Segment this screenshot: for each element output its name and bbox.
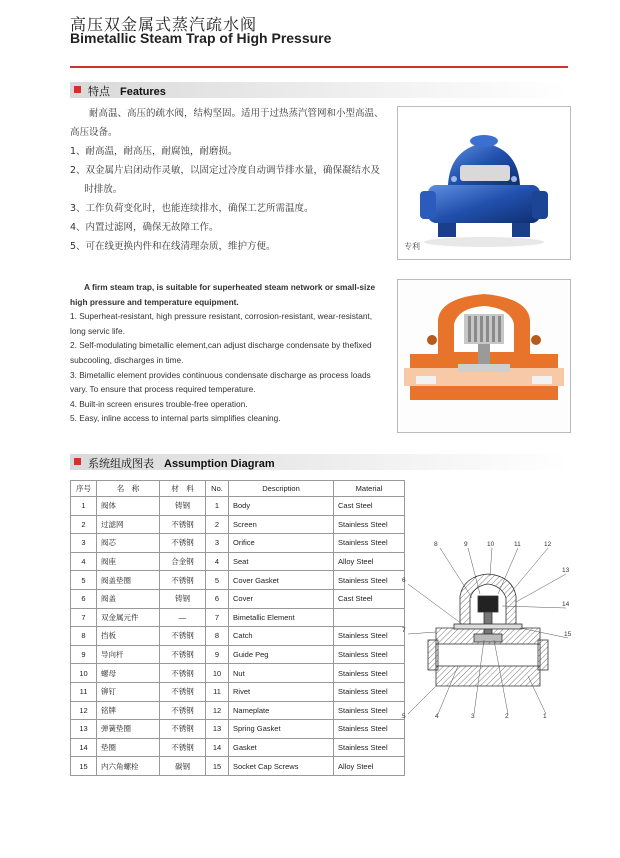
callout-6: 6: [402, 577, 406, 584]
row-name-cn-cell: 阀盖: [97, 589, 160, 608]
assembly-section-header: [70, 454, 568, 470]
callout-10: 10: [487, 541, 495, 548]
table-row: [71, 608, 405, 627]
row-no-en-cell: 2: [206, 515, 229, 534]
row-description-cell: Socket Cap Screws: [229, 757, 334, 776]
row-no-en-cell: 5: [206, 571, 229, 590]
table-row: [71, 645, 405, 664]
row-material-cn-cell: 不锈钢: [160, 738, 206, 757]
row-material-cn-cell: 不锈钢: [160, 720, 206, 739]
row-material-cell: Stainless Steel: [334, 515, 405, 534]
page-title-en: Bimetallic Steam Trap of High Pressure: [70, 30, 332, 46]
row-no-cell: 2: [71, 515, 97, 534]
parts-table: [70, 480, 405, 776]
table-row: [71, 589, 405, 608]
row-name-cn-cell: 阀体: [97, 497, 160, 516]
row-description-cell: Cover Gasket: [229, 571, 334, 590]
row-material-cn-cell: 不锈钢: [160, 627, 206, 646]
valve-cutaway-photo: [397, 279, 571, 433]
row-no-cell: 1: [71, 497, 97, 516]
row-no-en-cell: 3: [206, 534, 229, 553]
row-material-cn-cell: 铸钢: [160, 497, 206, 516]
row-material-cn-cell: 不锈钢: [160, 515, 206, 534]
callout-8: 8: [434, 541, 438, 548]
row-description-cell: Cover: [229, 589, 334, 608]
row-no-cell: 3: [71, 534, 97, 553]
feature-item-en: 1. Superheat-resistant, high pressure resistant, corrosion-resistant, wear-resistant, long servic life.: [70, 311, 373, 336]
valve-product-photo: [397, 106, 571, 260]
row-material-cn-cell: 铸钢: [160, 589, 206, 608]
row-no-en-cell: 10: [206, 664, 229, 683]
features-intro-en: A firm steam trap, is suitable for superheated steam network or small-size high pressure and temperature equipment.: [70, 282, 376, 307]
features-label-en: Features: [120, 86, 166, 98]
row-material-cell: Stainless Steel: [334, 645, 405, 664]
row-no-en-cell: 15: [206, 757, 229, 776]
sectional-drawing: [398, 536, 578, 726]
row-no-cell: 13: [71, 720, 97, 739]
row-no-en-cell: 8: [206, 627, 229, 646]
feature-item-cn: 5、可在线更换内件和在线清理杂质，维护方便。: [70, 241, 276, 252]
row-no-cell: 12: [71, 701, 97, 720]
row-material-cell: Stainless Steel: [334, 571, 405, 590]
row-name-cn-cell: 内六角螺栓: [97, 757, 160, 776]
feature-item-en: 3. Bimetallic element provides continuous condensate discharge as process loads vary. To ensure that process required temperature.: [70, 369, 371, 395]
row-material-cell: Stainless Steel: [334, 738, 405, 757]
callout-14: 14: [562, 601, 570, 608]
table-row: [71, 571, 405, 590]
page-title-cn: 高压双金属式蒸汽疏水阀: [70, 15, 258, 34]
blue-valve-image: [398, 107, 570, 259]
row-no-en-cell: 1: [206, 497, 229, 516]
row-description-cell: Guide Peg: [229, 645, 334, 664]
row-material-cell: Cast Steel: [334, 589, 405, 608]
table-row: [71, 627, 405, 646]
row-no-cell: 6: [71, 589, 97, 608]
features-intro-cn: 耐高温、高压的疏水阀，结构坚固。适用于过热蒸汽管网和小型高温、高压设备。: [70, 108, 384, 138]
row-material-cn-cell: 不锈钢: [160, 534, 206, 553]
row-name-cn-cell: 螺母: [97, 664, 160, 683]
features-label-cn: 特点: [88, 86, 110, 98]
row-material-cell: Cast Steel: [334, 497, 405, 516]
assembly-label-cn: 系统组成图表: [88, 458, 154, 470]
callout-5: 5: [402, 713, 406, 720]
row-description-cell: Bimetallic Element: [229, 608, 334, 627]
callout-2: 2: [505, 713, 509, 720]
row-name-cn-cell: 铆钉: [97, 682, 160, 701]
row-no-en-cell: 4: [206, 552, 229, 571]
row-name-cn-cell: 阀盖垫圈: [97, 571, 160, 590]
row-no-en-cell: 13: [206, 720, 229, 739]
row-description-cell: Orifice: [229, 534, 334, 553]
row-no-cell: 14: [71, 738, 97, 757]
features-en-block: [70, 280, 388, 426]
row-material-cn-cell: 合金钢: [160, 552, 206, 571]
row-description-cell: Catch: [229, 627, 334, 646]
callout-3: 3: [471, 713, 475, 720]
row-name-cn-cell: 弹簧垫圈: [97, 720, 160, 739]
table-row: [71, 664, 405, 683]
row-material-cell: Stainless Steel: [334, 627, 405, 646]
table-header-row: [71, 481, 405, 497]
row-name-cn-cell: 过滤网: [97, 515, 160, 534]
feature-item-cn: 4、内置过滤网，确保无故障工作。: [70, 222, 219, 233]
callout-13: 13: [562, 567, 570, 574]
callout-12: 12: [544, 541, 552, 548]
cutaway-valve-image: [398, 280, 570, 432]
row-name-cn-cell: 导向杆: [97, 645, 160, 664]
row-no-en-cell: 9: [206, 645, 229, 664]
features-section-header: [70, 82, 568, 98]
row-material-cn-cell: 碳钢: [160, 757, 206, 776]
row-material-cell: Stainless Steel: [334, 682, 405, 701]
assembly-label-en: Assumption Diagram: [164, 458, 275, 470]
row-no-cell: 8: [71, 627, 97, 646]
callout-9: 9: [464, 541, 468, 548]
row-no-cell: 5: [71, 571, 97, 590]
row-material-cn-cell: 不锈钢: [160, 571, 206, 590]
callout-11: 11: [514, 541, 521, 548]
row-no-cell: 9: [71, 645, 97, 664]
row-description-cell: Seat: [229, 552, 334, 571]
table-row: [71, 552, 405, 571]
row-material-cell: Stainless Steel: [334, 534, 405, 553]
row-material-cn-cell: —: [160, 608, 206, 627]
callout-15: 15: [564, 631, 572, 638]
callout-1: 1: [543, 713, 547, 720]
row-description-cell: Nameplate: [229, 701, 334, 720]
col-no-en: No.: [206, 481, 229, 497]
feature-item-en: 4. Built-in screen ensures trouble-free operation.: [70, 398, 248, 409]
col-description: Description: [229, 481, 334, 497]
row-name-cn-cell: 垫圈: [97, 738, 160, 757]
row-material-cell: Alloy Steel: [334, 552, 405, 571]
feature-item-cn: 2、双金属片启闭动作灵敏，以固定过冷度自动调节排水量，确保凝结水及时排放。: [70, 165, 381, 195]
row-material-cell: Alloy Steel: [334, 757, 405, 776]
col-no-cn: 序号: [71, 481, 97, 497]
row-no-cell: 11: [71, 682, 97, 701]
row-description-cell: Rivet: [229, 682, 334, 701]
row-description-cell: Gasket: [229, 738, 334, 757]
table-row: [71, 720, 405, 739]
features-cn-block: [70, 104, 388, 256]
row-description-cell: Spring Gasket: [229, 720, 334, 739]
photo-caption: 专利: [404, 242, 420, 251]
title-divider: [70, 66, 568, 68]
callout-4: 4: [435, 713, 439, 720]
feature-item-cn: 1、耐高温，耐高压，耐腐蚀，耐磨损。: [70, 146, 238, 157]
feature-item-en: 2. Self-modulating bimetallic element,can adjust discharge condensate by thefixed subcooling, discharges in time.: [70, 340, 372, 365]
row-material-cell: Stainless Steel: [334, 701, 405, 720]
table-row: [71, 534, 405, 553]
row-name-cn-cell: 阀座: [97, 552, 160, 571]
row-name-cn-cell: 双金属元件: [97, 608, 160, 627]
row-material-cn-cell: 不锈钢: [160, 701, 206, 720]
table-row: [71, 682, 405, 701]
table-row: [71, 515, 405, 534]
row-material-cn-cell: 不锈钢: [160, 664, 206, 683]
row-no-cell: 7: [71, 608, 97, 627]
table-row: [71, 497, 405, 516]
row-no-en-cell: 11: [206, 682, 229, 701]
row-material-cn-cell: 不锈钢: [160, 645, 206, 664]
row-no-en-cell: 7: [206, 608, 229, 627]
row-name-cn-cell: 挡板: [97, 627, 160, 646]
col-name-cn: 名 称: [97, 481, 160, 497]
feature-item-en: 5. Easy, inline access to internal parts simplifies cleaning.: [70, 413, 281, 424]
row-material-cn-cell: 不锈钢: [160, 682, 206, 701]
table-row: [71, 701, 405, 720]
row-no-en-cell: 6: [206, 589, 229, 608]
table-row: [71, 738, 405, 757]
callout-7: 7: [402, 627, 406, 634]
feature-item-cn: 3、工作负荷变化时，也能连续排水，确保工艺所需温度。: [70, 203, 314, 214]
row-description-cell: Screen: [229, 515, 334, 534]
col-material: Material: [334, 481, 405, 497]
row-description-cell: Nut: [229, 664, 334, 683]
row-material-cell: Stainless Steel: [334, 664, 405, 683]
row-no-en-cell: 12: [206, 701, 229, 720]
section-marker-icon: [74, 86, 81, 93]
row-no-en-cell: 14: [206, 738, 229, 757]
table-row: [71, 757, 405, 776]
col-material-cn: 材 料: [160, 481, 206, 497]
row-material-cell: [334, 608, 405, 627]
row-no-cell: 15: [71, 757, 97, 776]
row-material-cell: Stainless Steel: [334, 720, 405, 739]
row-name-cn-cell: 阀芯: [97, 534, 160, 553]
row-no-cell: 10: [71, 664, 97, 683]
section-marker-icon: [74, 458, 81, 465]
row-description-cell: Body: [229, 497, 334, 516]
row-name-cn-cell: 铭牌: [97, 701, 160, 720]
row-no-cell: 4: [71, 552, 97, 571]
